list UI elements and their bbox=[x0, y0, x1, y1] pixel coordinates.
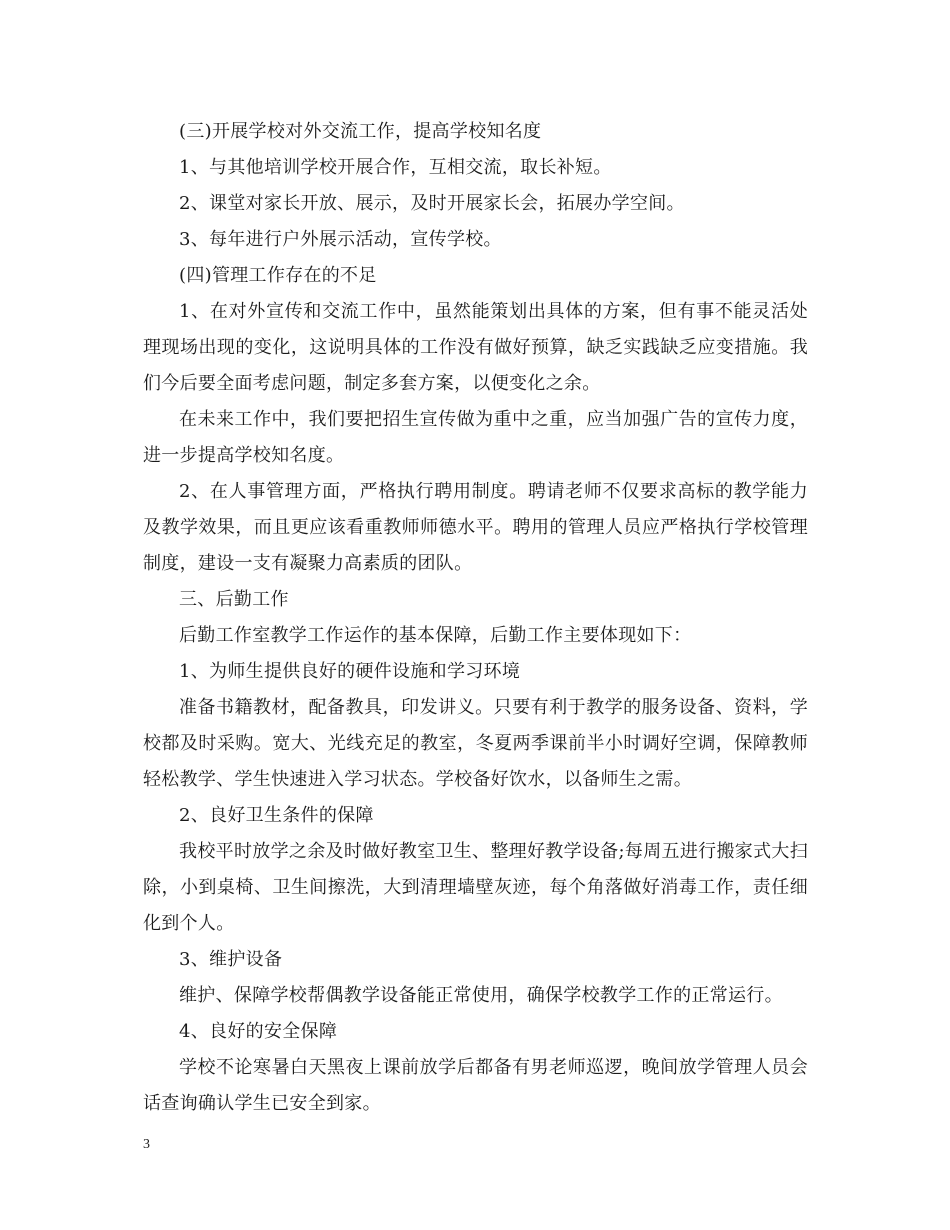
body-paragraph: 2、在人事管理方面，严格执行聘用制度。聘请老师不仅要求高标的教学能力及教学效果，而且更应该看重教师师德水平。聘用的管理人员应严格执行学校管理制度，建设一支有凝聚力高素质的团队。 bbox=[143, 481, 808, 574]
subheading: 1、为师生提供良好的硬件设施和学习环境 bbox=[179, 661, 521, 682]
subheading: 2、良好卫生条件的保障 bbox=[179, 805, 374, 826]
body-paragraph: 学校不论寒暑白天黑夜上课前放学后都备有男老师巡逻，晚间放学管理人员会话查询确认学生已安全到家。 bbox=[143, 1057, 808, 1114]
section-heading-external-exchange: (三)开展学校对外交流工作，提高学校知名度 bbox=[179, 121, 542, 142]
body-paragraph: 在未来工作中，我们要把招生宣传做为重中之重，应当加强广告的宣传力度，进一步提高学校知名度。 bbox=[143, 409, 808, 466]
body-paragraph: 维护、保障学校帮偶教学设备能正常使用，确保学校教学工作的正常运行。 bbox=[179, 985, 783, 1006]
body-paragraph: 1、在对外宣传和交流工作中，虽然能策划出具体的方案，但有事不能灵活处理现场出现的变化，这说明具体的工作没有做好预算，缺乏实践缺乏应变措施。我们今后要全面考虑问题，制定多套方案，以便变化之余。 bbox=[143, 301, 808, 394]
section-heading-shortcomings: (四)管理工作存在的不足 bbox=[179, 265, 377, 286]
body-paragraph: 我校平时放学之余及时做好教室卫生、整理好教学设备;每周五进行搬家式大扫除，小到桌椅、卫生间擦洗，大到清理墙壁灰迹，每个角落做好消毒工作，责任细化到个人。 bbox=[143, 841, 808, 934]
subheading: 4、良好的安全保障 bbox=[179, 1021, 338, 1042]
list-item: 3、每年进行户外展示活动，宣传学校。 bbox=[179, 229, 502, 250]
list-item: 1、与其他培训学校开展合作，互相交流，取长补短。 bbox=[179, 157, 612, 178]
body-paragraph: 后勤工作室教学工作运作的基本保障，后勤工作主要体现如下： bbox=[179, 625, 692, 646]
section-heading-logistics: 三、后勤工作 bbox=[179, 589, 289, 610]
body-paragraph: 准备书籍教材，配备教具，印发讲义。只要有利于教学的服务设备、资料，学校都及时采购。宽大、光线充足的教室，冬夏两季课前半小时调好空调，保障教师轻松教学、学生快速进入学习状态。学校备好饮水，以备师生之需。 bbox=[143, 697, 808, 790]
subheading: 3、维护设备 bbox=[179, 949, 283, 970]
page-number: 3 bbox=[143, 1137, 150, 1152]
list-item: 2、课堂对家长开放、展示，及时开展家长会，拓展办学空间。 bbox=[179, 193, 685, 214]
document-body bbox=[143, 114, 808, 1122]
